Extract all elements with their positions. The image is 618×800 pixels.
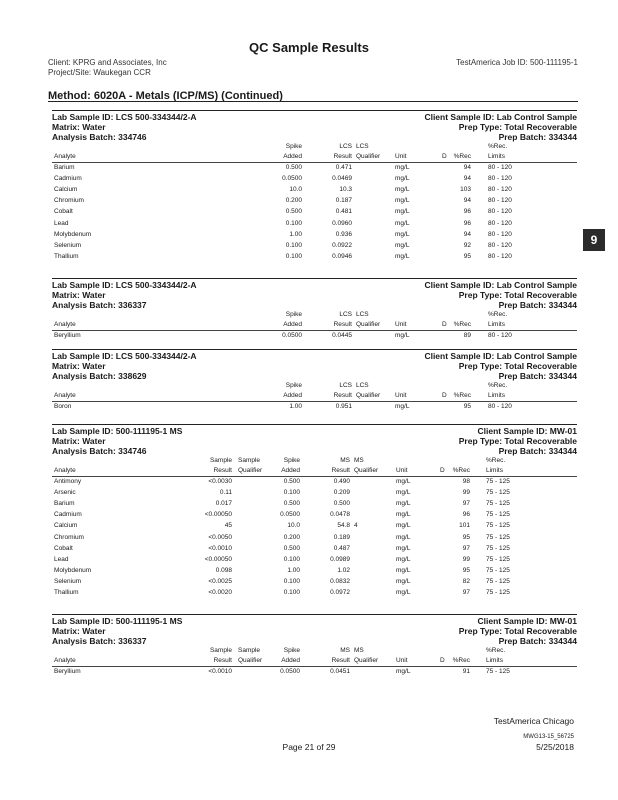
column-header: Unit [395, 153, 407, 160]
prep-type: Prep Type: Total Recoverable [458, 290, 577, 300]
method-divider [48, 101, 578, 102]
spike-added: 0.200 [285, 197, 302, 205]
spike-added: 10.0 [287, 522, 300, 530]
analyte-name: Cadmium [54, 175, 82, 183]
column-header: Sample [209, 457, 232, 464]
column-header: MS [340, 457, 350, 464]
sample-result: <0.0010 [208, 544, 232, 552]
percent-recovery: 95 [463, 403, 471, 410]
column-header: %Rec. [486, 457, 506, 464]
column-header: Qualifier [356, 392, 381, 399]
prep-type: Prep Type: Total Recoverable [458, 626, 577, 636]
column-header: Analyte [54, 392, 76, 399]
percent-recovery: 94 [463, 197, 471, 205]
recovery-limits: 80 - 120 [488, 197, 512, 205]
section-tab: 9 [583, 229, 605, 251]
result-value: 0.209 [333, 489, 350, 497]
table-row [52, 220, 577, 231]
recovery-limits: 75 - 125 [486, 522, 510, 530]
recovery-limits: 75 - 125 [486, 668, 510, 675]
unit: mg/L [396, 566, 411, 574]
unit: mg/L [395, 175, 410, 183]
result-value: 0.936 [335, 230, 352, 238]
recovery-limits: 80 - 120 [488, 164, 512, 171]
spike-added: 0.100 [285, 252, 302, 260]
recovery-limits: 80 - 120 [488, 403, 512, 410]
column-header: D [442, 153, 447, 160]
sample-result: <0.0050 [208, 533, 232, 541]
result-value: 0.951 [335, 403, 352, 410]
spike-added: 1.00 [289, 403, 302, 410]
column-header: MS [354, 647, 364, 654]
table-row [52, 403, 577, 414]
prep-batch: Prep Batch: 334344 [498, 132, 577, 142]
column-header: Result [331, 467, 350, 474]
column-header: Result [213, 467, 232, 474]
table-row [52, 534, 577, 545]
analyte-name: Thallium [54, 589, 79, 596]
unit: mg/L [395, 252, 410, 260]
percent-recovery: 94 [463, 230, 471, 238]
unit: mg/L [396, 500, 411, 508]
sample-result: <0.0010 [208, 668, 232, 675]
page-title: QC Sample Results [249, 40, 369, 55]
column-header: Unit [395, 321, 407, 328]
column-header: %Rec. [488, 143, 508, 150]
result-value: 0.0832 [330, 577, 350, 585]
sample-result: <0.0025 [208, 577, 232, 585]
result-value: 0.0989 [330, 555, 350, 563]
result-value: 1.02 [337, 566, 350, 574]
analyte-name: Cobalt [54, 208, 73, 216]
column-header: D [442, 321, 447, 328]
percent-recovery: 95 [462, 566, 470, 574]
spike-added: 0.100 [285, 241, 302, 249]
percent-recovery: 94 [463, 164, 471, 171]
lab-sample-id: Lab Sample ID: 500-111195-1 MS [52, 426, 183, 436]
table-row [52, 556, 577, 567]
analyte-name: Selenium [54, 241, 82, 249]
analyte-name: Cadmium [54, 511, 82, 519]
unit: mg/L [395, 164, 410, 171]
recovery-limits: 75 - 125 [486, 577, 510, 585]
column-header: %Rec. [488, 311, 508, 318]
prep-batch: Prep Batch: 334344 [498, 446, 577, 456]
column-header: Added [283, 392, 302, 399]
percent-recovery: 103 [460, 186, 471, 194]
column-header: Result [333, 153, 352, 160]
column-header: Result [333, 392, 352, 399]
unit: mg/L [395, 230, 410, 238]
percent-recovery: 101 [459, 522, 470, 530]
prep-type: Prep Type: Total Recoverable [458, 122, 577, 132]
column-header: %Rec [453, 321, 471, 328]
table-row [52, 164, 577, 175]
percent-recovery: 99 [462, 489, 470, 497]
matrix: Matrix: Water [52, 436, 106, 446]
result-value: 0.0445 [332, 332, 352, 339]
unit: mg/L [396, 489, 411, 497]
lab-sample-id: Lab Sample ID: 500-111195-1 MS [52, 616, 183, 626]
spike-added: 1.00 [287, 566, 300, 574]
percent-recovery: 97 [462, 544, 470, 552]
column-header: Result [333, 321, 352, 328]
unit: mg/L [396, 544, 411, 552]
recovery-limits: 80 - 120 [488, 241, 512, 249]
column-header: LCS [356, 143, 369, 150]
column-header: Added [281, 467, 300, 474]
result-value: 0.471 [335, 164, 352, 171]
spike-added: 0.200 [283, 533, 300, 541]
column-header: Sample [238, 457, 261, 464]
spike-added: 0.0500 [282, 175, 302, 183]
matrix: Matrix: Water [52, 361, 106, 371]
unit: mg/L [395, 197, 410, 205]
column-header: Qualifier [354, 657, 379, 664]
recovery-limits: 75 - 125 [486, 511, 510, 519]
column-header: LCS [339, 382, 352, 389]
table-row [52, 175, 577, 186]
page-number: Page 21 of 29 [282, 742, 336, 752]
column-header: Sample [238, 647, 261, 654]
column-header: Spike [285, 382, 302, 389]
client-sample-id: Client Sample ID: Lab Control Sample [424, 351, 577, 361]
analyte-name: Chromium [54, 197, 84, 205]
unit: mg/L [395, 332, 410, 339]
recovery-limits: 80 - 120 [488, 219, 512, 227]
result-value: 0.0972 [330, 589, 350, 596]
unit: mg/L [396, 522, 411, 530]
percent-recovery: 97 [462, 589, 470, 596]
percent-recovery: 94 [463, 175, 471, 183]
unit: mg/L [395, 241, 410, 249]
column-header: Limits [488, 392, 505, 399]
prep-type: Prep Type: Total Recoverable [458, 436, 577, 446]
column-header: %Rec. [488, 382, 508, 389]
result-value: 0.0469 [332, 175, 352, 183]
recovery-limits: 75 - 125 [486, 589, 510, 596]
spike-added: 1.00 [289, 230, 302, 238]
column-header: Added [283, 321, 302, 328]
lab-sample-id: Lab Sample ID: LCS 500-334344/2-A [52, 280, 197, 290]
recovery-limits: 80 - 120 [488, 332, 512, 339]
report-date: 5/25/2018 [536, 742, 574, 752]
column-header: Unit [396, 657, 408, 664]
spike-added: 0.0500 [280, 668, 300, 675]
project-site: Project/Site: Waukegan CCR [48, 68, 151, 77]
sample-result: <0.00050 [204, 511, 232, 519]
column-header: Sample [209, 647, 232, 654]
percent-recovery: 96 [463, 208, 471, 216]
table-row [52, 253, 577, 264]
sample-result: <0.00050 [204, 555, 232, 563]
column-header: Added [281, 657, 300, 664]
column-header: %Rec [453, 153, 471, 160]
spike-added: 0.500 [283, 478, 300, 485]
result-value: 10.3 [339, 186, 352, 194]
table-row [52, 589, 577, 600]
column-header: %Rec [453, 392, 471, 399]
result-value: 0.487 [333, 544, 350, 552]
percent-recovery: 95 [463, 252, 471, 260]
unit: mg/L [396, 533, 411, 541]
percent-recovery: 91 [462, 668, 470, 675]
column-header: D [440, 467, 445, 474]
percent-recovery: 99 [462, 555, 470, 563]
unit: mg/L [395, 219, 410, 227]
lab-sample-id: Lab Sample ID: LCS 500-334344/2-A [52, 351, 197, 361]
analyte-name: Calcium [54, 186, 78, 194]
percent-recovery: 95 [462, 533, 470, 541]
column-header: Spike [285, 311, 302, 318]
percent-recovery: 82 [462, 577, 470, 585]
spike-added: 0.500 [285, 164, 302, 171]
spike-added: 10.0 [289, 186, 302, 194]
table-row [52, 197, 577, 208]
prep-type: Prep Type: Total Recoverable [458, 361, 577, 371]
percent-recovery: 96 [463, 219, 471, 227]
matrix: Matrix: Water [52, 290, 106, 300]
table-row [52, 231, 577, 242]
column-header: D [442, 392, 447, 399]
matrix: Matrix: Water [52, 122, 106, 132]
header-underline [52, 476, 577, 477]
analyte-name: Cobalt [54, 544, 73, 552]
analyte-name: Calcium [54, 522, 78, 530]
spike-added: 0.0500 [282, 332, 302, 339]
recovery-limits: 75 - 125 [486, 489, 510, 497]
percent-recovery: 92 [463, 241, 471, 249]
spike-added: 0.100 [283, 589, 300, 596]
table-row [52, 478, 577, 489]
unit: mg/L [396, 577, 411, 585]
client-sample-id: Client Sample ID: Lab Control Sample [424, 280, 577, 290]
result-value: 0.189 [333, 533, 350, 541]
client-sample-id: Client Sample ID: Lab Control Sample [424, 112, 577, 122]
column-header: %Rec. [486, 647, 506, 654]
sample-result: <0.0020 [208, 589, 232, 596]
unit: mg/L [396, 555, 411, 563]
percent-recovery: 96 [462, 511, 470, 519]
table-row [52, 668, 577, 679]
table-row [52, 489, 577, 500]
column-header: LCS [356, 382, 369, 389]
result-value: 0.0451 [330, 668, 350, 675]
column-header: Limits [488, 321, 505, 328]
document-id: MWG13-15_56725 [523, 734, 574, 740]
table-row [52, 208, 577, 219]
analyte-name: Beryllium [54, 668, 81, 675]
sample-result: <0.0030 [208, 478, 232, 485]
recovery-limits: 80 - 120 [488, 208, 512, 216]
recovery-limits: 75 - 125 [486, 533, 510, 541]
column-header: Limits [488, 153, 505, 160]
column-header: Unit [396, 467, 408, 474]
analysis-batch: Analysis Batch: 334746 [52, 446, 147, 456]
result-value: 54.8 [337, 522, 350, 530]
column-header: %Rec [452, 467, 470, 474]
sample-result: 0.11 [219, 489, 232, 497]
section-divider [52, 614, 577, 615]
column-header: D [440, 657, 445, 664]
spike-added: 0.100 [283, 555, 300, 563]
column-header: Added [283, 153, 302, 160]
sample-result: 45 [224, 522, 232, 530]
analyte-name: Molybdenum [54, 566, 92, 574]
analyte-name: Barium [54, 164, 75, 171]
spike-added: 0.500 [283, 500, 300, 508]
recovery-limits: 75 - 125 [486, 500, 510, 508]
analyte-name: Thallium [54, 252, 79, 260]
table-row [52, 567, 577, 578]
result-value: 0.481 [335, 208, 352, 216]
section-divider [52, 110, 577, 111]
column-header: Qualifier [356, 153, 381, 160]
analysis-batch: Analysis Batch: 338629 [52, 371, 147, 381]
unit: mg/L [396, 668, 411, 675]
result-value: 0.0960 [332, 219, 352, 227]
result-value: 0.187 [335, 197, 352, 205]
result-value: 0.0946 [332, 252, 352, 260]
column-header: Unit [395, 392, 407, 399]
analysis-batch: Analysis Batch: 334746 [52, 132, 147, 142]
percent-recovery: 89 [463, 332, 471, 339]
header-underline [52, 330, 577, 331]
analyte-name: Lead [54, 555, 69, 563]
analysis-batch: Analysis Batch: 336337 [52, 636, 147, 646]
unit: mg/L [396, 478, 411, 485]
column-header: Result [213, 657, 232, 664]
column-header: Result [331, 657, 350, 664]
sample-result: 0.098 [215, 566, 232, 574]
matrix: Matrix: Water [52, 626, 106, 636]
table-row [52, 578, 577, 589]
lab-name: TestAmerica Chicago [493, 716, 574, 726]
section-divider [52, 278, 577, 279]
lab-sample-id: Lab Sample ID: LCS 500-334344/2-A [52, 112, 197, 122]
table-row [52, 522, 577, 533]
column-header: LCS [339, 143, 352, 150]
result-value: 0.0478 [330, 511, 350, 519]
analyte-name: Boron [54, 403, 72, 410]
sample-result: 0.017 [215, 500, 232, 508]
recovery-limits: 75 - 125 [486, 555, 510, 563]
spike-added: 0.0500 [280, 511, 300, 519]
section-divider [52, 424, 577, 425]
analyte-name: Arsenic [54, 489, 76, 497]
analyte-name: Antimony [54, 478, 82, 485]
recovery-limits: 80 - 120 [488, 230, 512, 238]
job-id: TestAmerica Job ID: 500-111195-1 [456, 58, 578, 67]
column-header: Analyte [54, 321, 76, 328]
table-row [52, 186, 577, 197]
column-header: Qualifier [354, 467, 379, 474]
table-row [52, 242, 577, 253]
column-header: LCS [339, 311, 352, 318]
method-heading: Method: 6020A - Metals (ICP/MS) (Continued) [48, 90, 283, 102]
result-value: 0.0922 [332, 241, 352, 249]
column-header: Limits [486, 467, 503, 474]
client-name: Client: KPRG and Associates, Inc [48, 58, 167, 67]
spike-added: 0.100 [283, 489, 300, 497]
column-header: Limits [486, 657, 503, 664]
percent-recovery: 98 [462, 478, 470, 485]
spike-added: 0.100 [285, 219, 302, 227]
column-header: Qualifier [356, 321, 381, 328]
prep-batch: Prep Batch: 334344 [498, 300, 577, 310]
header-underline [52, 401, 577, 402]
table-row [52, 545, 577, 556]
client-sample-id: Client Sample ID: MW-01 [477, 426, 577, 436]
analyte-name: Selenium [54, 577, 82, 585]
column-header: %Rec [452, 657, 470, 664]
column-header: MS [340, 647, 350, 654]
analyte-name: Barium [54, 500, 75, 508]
column-header: Qualifier [238, 657, 263, 664]
analyte-name: Lead [54, 219, 69, 227]
analyte-name: Chromium [54, 533, 84, 541]
column-header: LCS [356, 311, 369, 318]
unit: mg/L [396, 589, 411, 596]
recovery-limits: 80 - 120 [488, 175, 512, 183]
unit: mg/L [395, 403, 410, 410]
result-value: 0.490 [333, 478, 350, 485]
column-header: Qualifier [238, 467, 263, 474]
unit: mg/L [395, 186, 410, 194]
column-header: MS [354, 457, 364, 464]
client-sample-id: Client Sample ID: MW-01 [477, 616, 577, 626]
unit: mg/L [396, 511, 411, 519]
qualifier: 4 [354, 522, 358, 530]
analyte-name: Beryllium [54, 332, 81, 339]
unit: mg/L [395, 208, 410, 216]
recovery-limits: 75 - 125 [486, 544, 510, 552]
column-header: Analyte [54, 657, 76, 664]
qc-section [52, 424, 577, 596]
column-header: Spike [285, 143, 302, 150]
section-divider [52, 349, 577, 350]
spike-added: 0.500 [285, 208, 302, 216]
prep-batch: Prep Batch: 334344 [498, 636, 577, 646]
table-row [52, 500, 577, 511]
column-header: Analyte [54, 153, 76, 160]
column-header: Analyte [54, 467, 76, 474]
recovery-limits: 80 - 120 [488, 186, 512, 194]
table-row [52, 511, 577, 522]
column-header: Spike [283, 647, 300, 654]
qc-section [52, 110, 577, 260]
recovery-limits: 75 - 125 [486, 478, 510, 485]
header-underline [52, 666, 577, 667]
column-header: Spike [283, 457, 300, 464]
table-row [52, 332, 577, 343]
recovery-limits: 80 - 120 [488, 252, 512, 260]
percent-recovery: 97 [462, 500, 470, 508]
prep-batch: Prep Batch: 334344 [498, 371, 577, 381]
recovery-limits: 75 - 125 [486, 566, 510, 574]
spike-added: 0.500 [283, 544, 300, 552]
analyte-name: Molybdenum [54, 230, 92, 238]
header-underline [52, 162, 577, 163]
result-value: 0.500 [333, 500, 350, 508]
spike-added: 0.100 [283, 577, 300, 585]
analysis-batch: Analysis Batch: 336337 [52, 300, 147, 310]
